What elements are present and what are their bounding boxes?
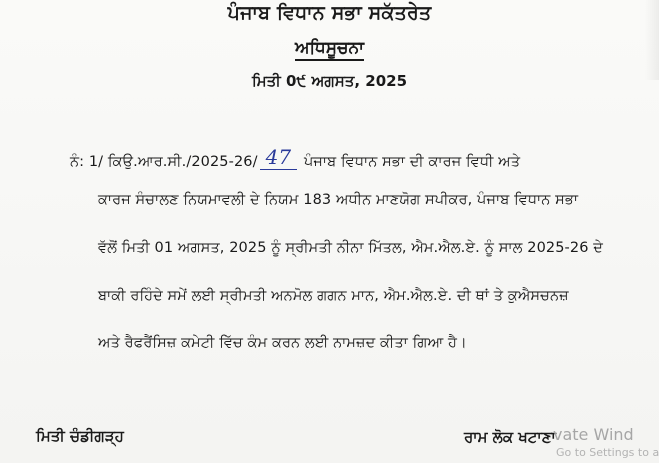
footer-place: ਮਿਤੀ ਚੰਡੀਗੜ੍ਹ bbox=[36, 427, 124, 445]
handwritten-ref-number: 47 bbox=[260, 145, 298, 170]
footer-signatory: ਰਾਮ ਲੋਕ ਖਟਾਣਾ bbox=[464, 428, 556, 446]
body-line-4: ਬਾਕੀ ਰਹਿੰਦੇ ਸਮੇਂ ਲਈ ਸ੍ਰੀਮਤੀ ਅਨਮੋਲ ਗਗਨ ਮਾਨ, ਐਮ.ਐਲ.ਏ. ਦੀ ਥਾਂ ਤੇ ਕੁਐਸਚਨਜ਼ bbox=[98, 288, 569, 304]
notification-heading: ਅਧਿਸੂਚਨਾ bbox=[295, 38, 364, 61]
body-line-5: ਅਤੇ ਰੈਫਰੈਂਸਿਜ਼ ਕਮੇਟੀ ਵਿੱਚ ਕੰਮ ਕਰਨ ਲਈ ਨਾਮਜ਼ਦ ਕੀਤਾ ਗਿਆ ਹੈ। bbox=[98, 335, 467, 351]
document-subtitle bbox=[0, 38, 659, 58]
activate-windows-watermark: vate Wind bbox=[553, 425, 634, 444]
activate-windows-subtext: Go to Settings to a bbox=[556, 446, 659, 459]
reference-prefix: ਨੰ: 1/ ਕਿਉ.ਆਰ.ਸੀ./2025-26/ bbox=[70, 154, 258, 170]
document-title: ਪੰਜਾਬ ਵਿਧਾਨ ਸਭਾ ਸਕੱਤਰੇਤ bbox=[227, 2, 432, 24]
body-line-2: ਕਾਰਜ ਸੰਚਾਲਣ ਨਿਯਮਾਵਲੀ ਦੇ ਨਿਯਮ 183 ਅਧੀਨ ਮਾਣਯੋਗ ਸਪੀਕਰ, ਪੰਜਾਬ ਵਿਧਾਨ ਸਭਾ bbox=[98, 192, 579, 208]
document-date: ਮਿਤੀ 0੯ ਅਗਸਤ, 2025 bbox=[251, 72, 408, 90]
body-line-1 bbox=[70, 147, 520, 171]
page-edge-shadow bbox=[645, 0, 659, 80]
body-line-3: ਵੱਲੋਂ ਮਿਤੀ 01 ਅਗਸਤ, 2025 ਨੂੰ ਸ੍ਰੀਮਤੀ ਨੀਨਾ ਮਿੱਤਲ, ਐਮ.ਐਲ.ਏ. ਨੂੰ ਸਾਲ 2025-26 ਦੇ bbox=[98, 240, 603, 256]
body-line-1-text: ਪੰਜਾਬ ਵਿਧਾਨ ਸਭਾ ਦੀ ਕਾਰਜ ਵਿਧੀ ਅਤੇ bbox=[303, 154, 521, 170]
